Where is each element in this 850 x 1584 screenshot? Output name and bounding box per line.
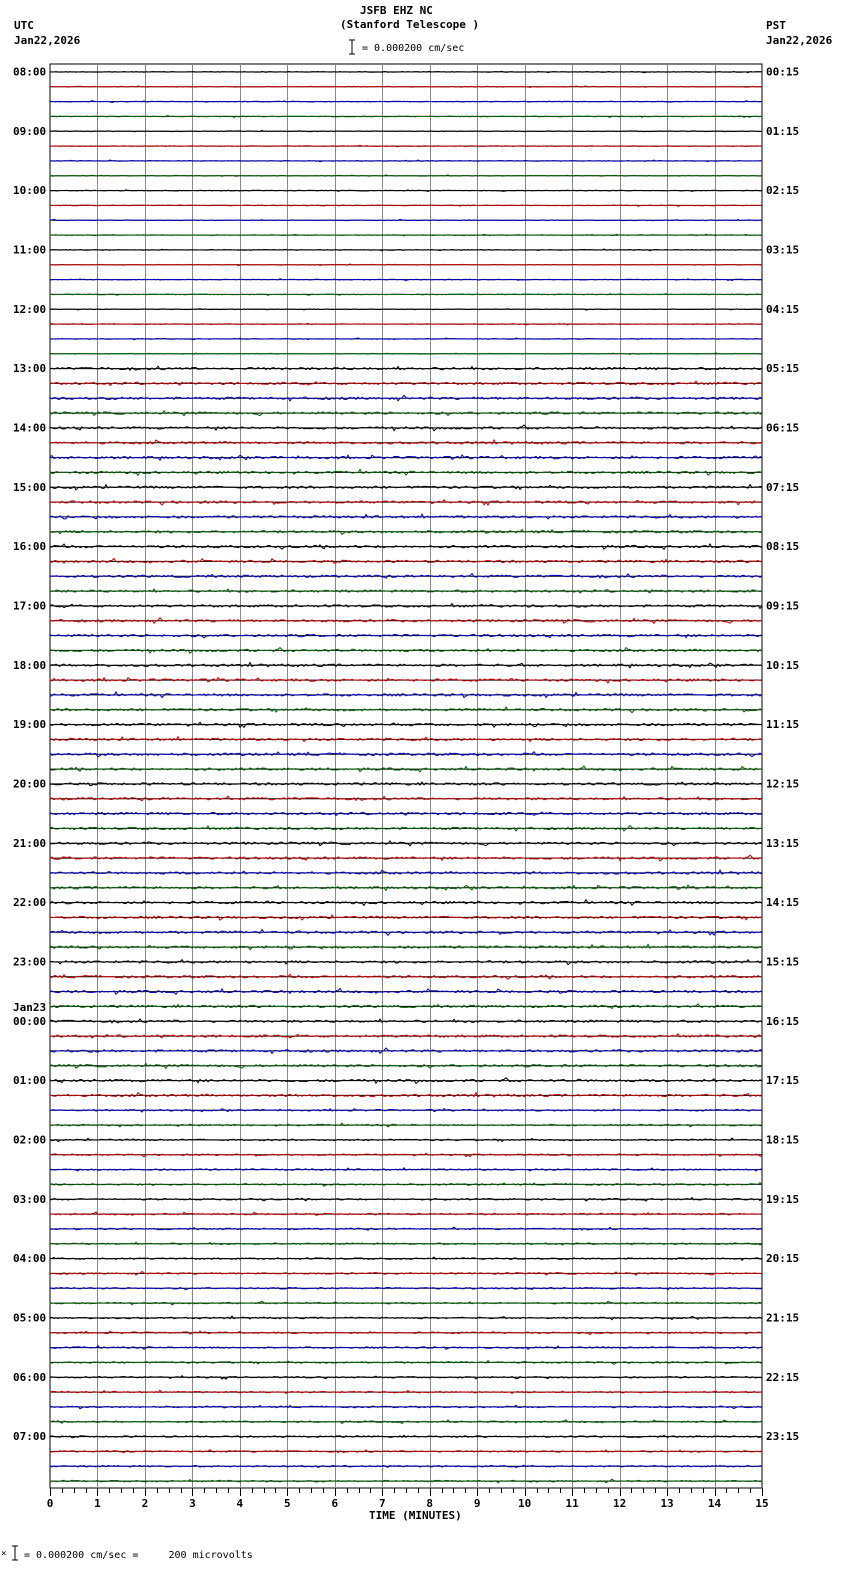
x-tick-label: 12: [612, 1497, 627, 1510]
x-tick-label: 5: [284, 1497, 291, 1510]
pst-hour-label: 20:15: [766, 1252, 800, 1266]
trace-line: [50, 1405, 762, 1408]
utc-hour-label: 06:00: [13, 1370, 47, 1384]
trace-line: [50, 1212, 762, 1215]
trace-line: [50, 323, 762, 325]
x-tick-label: 15: [755, 1497, 769, 1510]
pst-hour-label: 01:15: [766, 124, 800, 138]
trace-line: [50, 219, 762, 220]
utc-hour-label: 12:00: [13, 302, 47, 316]
left-date: Jan22,2026: [14, 34, 81, 47]
pst-hour-label: 18:15: [766, 1133, 800, 1147]
x-tick-label: 11: [565, 1497, 579, 1510]
trace-line: [50, 870, 762, 874]
trace-line: [50, 205, 762, 206]
x-tick-label: 10: [518, 1497, 532, 1510]
utc-hour-label: 02:00: [13, 1133, 47, 1147]
x-tick-label: 6: [331, 1497, 339, 1510]
trace-line: [50, 190, 762, 192]
pst-hour-label: 14:15: [766, 896, 800, 910]
trace-line: [50, 885, 762, 890]
trace-line: [50, 1109, 762, 1112]
x-tick-label: 9: [473, 1497, 481, 1510]
right-date: Jan22,2026: [766, 34, 833, 47]
trace-line: [50, 1123, 762, 1127]
pst-hour-label: 08:15: [766, 540, 800, 554]
trace-line: [50, 900, 762, 906]
trace-line: [50, 1435, 762, 1438]
pst-hour-label: 21:15: [766, 1311, 800, 1325]
trace-line: [50, 264, 762, 266]
trace-line: [50, 309, 762, 311]
utc-hour-label: 00:00: [13, 1014, 47, 1028]
trace-line: [50, 558, 762, 563]
trace-line: [50, 338, 762, 340]
x-tick-label: 7: [378, 1497, 386, 1510]
trace-line: [50, 175, 762, 177]
x-tick-label: 2: [141, 1497, 149, 1510]
pst-hour-label: 23:15: [766, 1430, 800, 1444]
pst-hour-label: 07:15: [766, 480, 800, 494]
x-tick-label: 0: [46, 1497, 54, 1510]
trace-line: [50, 752, 762, 757]
pst-hour-label: 13:15: [766, 836, 800, 850]
utc-hour-label: 17:00: [13, 599, 47, 613]
trace-line: [50, 366, 762, 370]
x-tick-label: 4: [236, 1497, 244, 1510]
trace-line: [50, 1271, 762, 1275]
utc-hour-label: 23:00: [13, 955, 47, 969]
pst-hour-label: 06:15: [766, 421, 800, 435]
trace-line: [50, 1390, 762, 1393]
utc-hour-label: 21:00: [13, 836, 47, 850]
trace-line: [50, 294, 762, 296]
trace-line: [50, 1331, 762, 1335]
footer-mark-icon: ×: [1, 1549, 7, 1559]
footer-scale-note: = 0.000200 cm/sec = 200 microvolts: [24, 1550, 253, 1561]
pst-hour-label: 04:15: [766, 302, 800, 316]
pst-hour-label: 09:15: [766, 599, 800, 613]
x-axis-label: TIME (MINUTES): [369, 1509, 462, 1522]
utc-hour-label: 15:00: [13, 480, 47, 494]
footer-scale-bar-icon: [12, 1545, 18, 1561]
pst-hour-label: 10:15: [766, 658, 800, 672]
utc-hour-label: 11:00: [13, 243, 47, 257]
pst-hour-label: 15:15: [766, 955, 800, 969]
pst-hour-label: 16:15: [766, 1014, 800, 1028]
utc-hour-label: 14:00: [13, 421, 47, 435]
trace-line: [50, 116, 762, 118]
utc-hour-label: 20:00: [13, 777, 47, 791]
trace-line: [50, 1197, 762, 1201]
utc-hour-label: 04:00: [13, 1252, 47, 1266]
pst-hour-label: 19:15: [766, 1192, 800, 1206]
trace-line: [50, 1257, 762, 1260]
trace-line: [50, 411, 762, 416]
utc-hour-label: 18:00: [13, 658, 47, 672]
trace-line: [50, 249, 762, 251]
pst-hour-label: 03:15: [766, 243, 800, 257]
left-timezone: UTC: [14, 19, 34, 32]
scale-text: = 0.000200 cm/sec: [362, 43, 465, 54]
pst-hour-label: 12:15: [766, 777, 800, 791]
trace-line: [50, 86, 762, 88]
utc-hour-label: 05:00: [13, 1311, 47, 1325]
x-tick-label: 13: [660, 1497, 674, 1510]
trace-line: [50, 634, 762, 638]
trace-line: [50, 440, 762, 444]
plot-frame: [50, 64, 762, 1488]
x-tick-label: 3: [189, 1497, 196, 1510]
pst-hour-label: 00:15: [766, 65, 800, 79]
utc-hour-label: 13:00: [13, 362, 47, 376]
utc-hour-label: 10:00: [13, 184, 47, 198]
station-subtitle: (Stanford Telescope ): [340, 18, 480, 31]
utc-hour-label: 07:00: [13, 1430, 47, 1444]
utc-hour-label: 16:00: [13, 540, 47, 554]
pst-hour-label: 22:15: [766, 1370, 800, 1384]
pst-hour-label: 11:15: [766, 718, 800, 732]
pst-hour-label: 17:15: [766, 1074, 800, 1088]
utc-hour-label: 19:00: [13, 718, 47, 732]
trace-line: [50, 677, 762, 682]
utc-hour-label: 09:00: [13, 124, 47, 138]
x-tick-label: 8: [426, 1497, 434, 1510]
trace-line: [50, 1242, 762, 1245]
trace-line: [50, 618, 762, 624]
trace-line: [50, 234, 762, 236]
x-tick-label: 1: [94, 1497, 101, 1510]
pst-hour-label: 05:15: [766, 362, 800, 376]
station-title: JSFB EHZ NC: [360, 4, 433, 17]
trace-line: [50, 530, 762, 535]
trace-line: [50, 101, 762, 103]
utc-date-change-label: Jan23: [13, 1000, 47, 1014]
utc-hour-label: 03:00: [13, 1192, 47, 1206]
x-tick-label: 14: [707, 1497, 722, 1510]
trace-line: [50, 1093, 762, 1097]
pst-hour-label: 02:15: [766, 184, 800, 198]
right-timezone: PST: [766, 19, 786, 32]
utc-hour-label: 22:00: [13, 896, 47, 910]
utc-hour-label: 08:00: [13, 65, 47, 79]
utc-hour-label: 01:00: [13, 1074, 47, 1088]
trace-line: [50, 130, 762, 131]
